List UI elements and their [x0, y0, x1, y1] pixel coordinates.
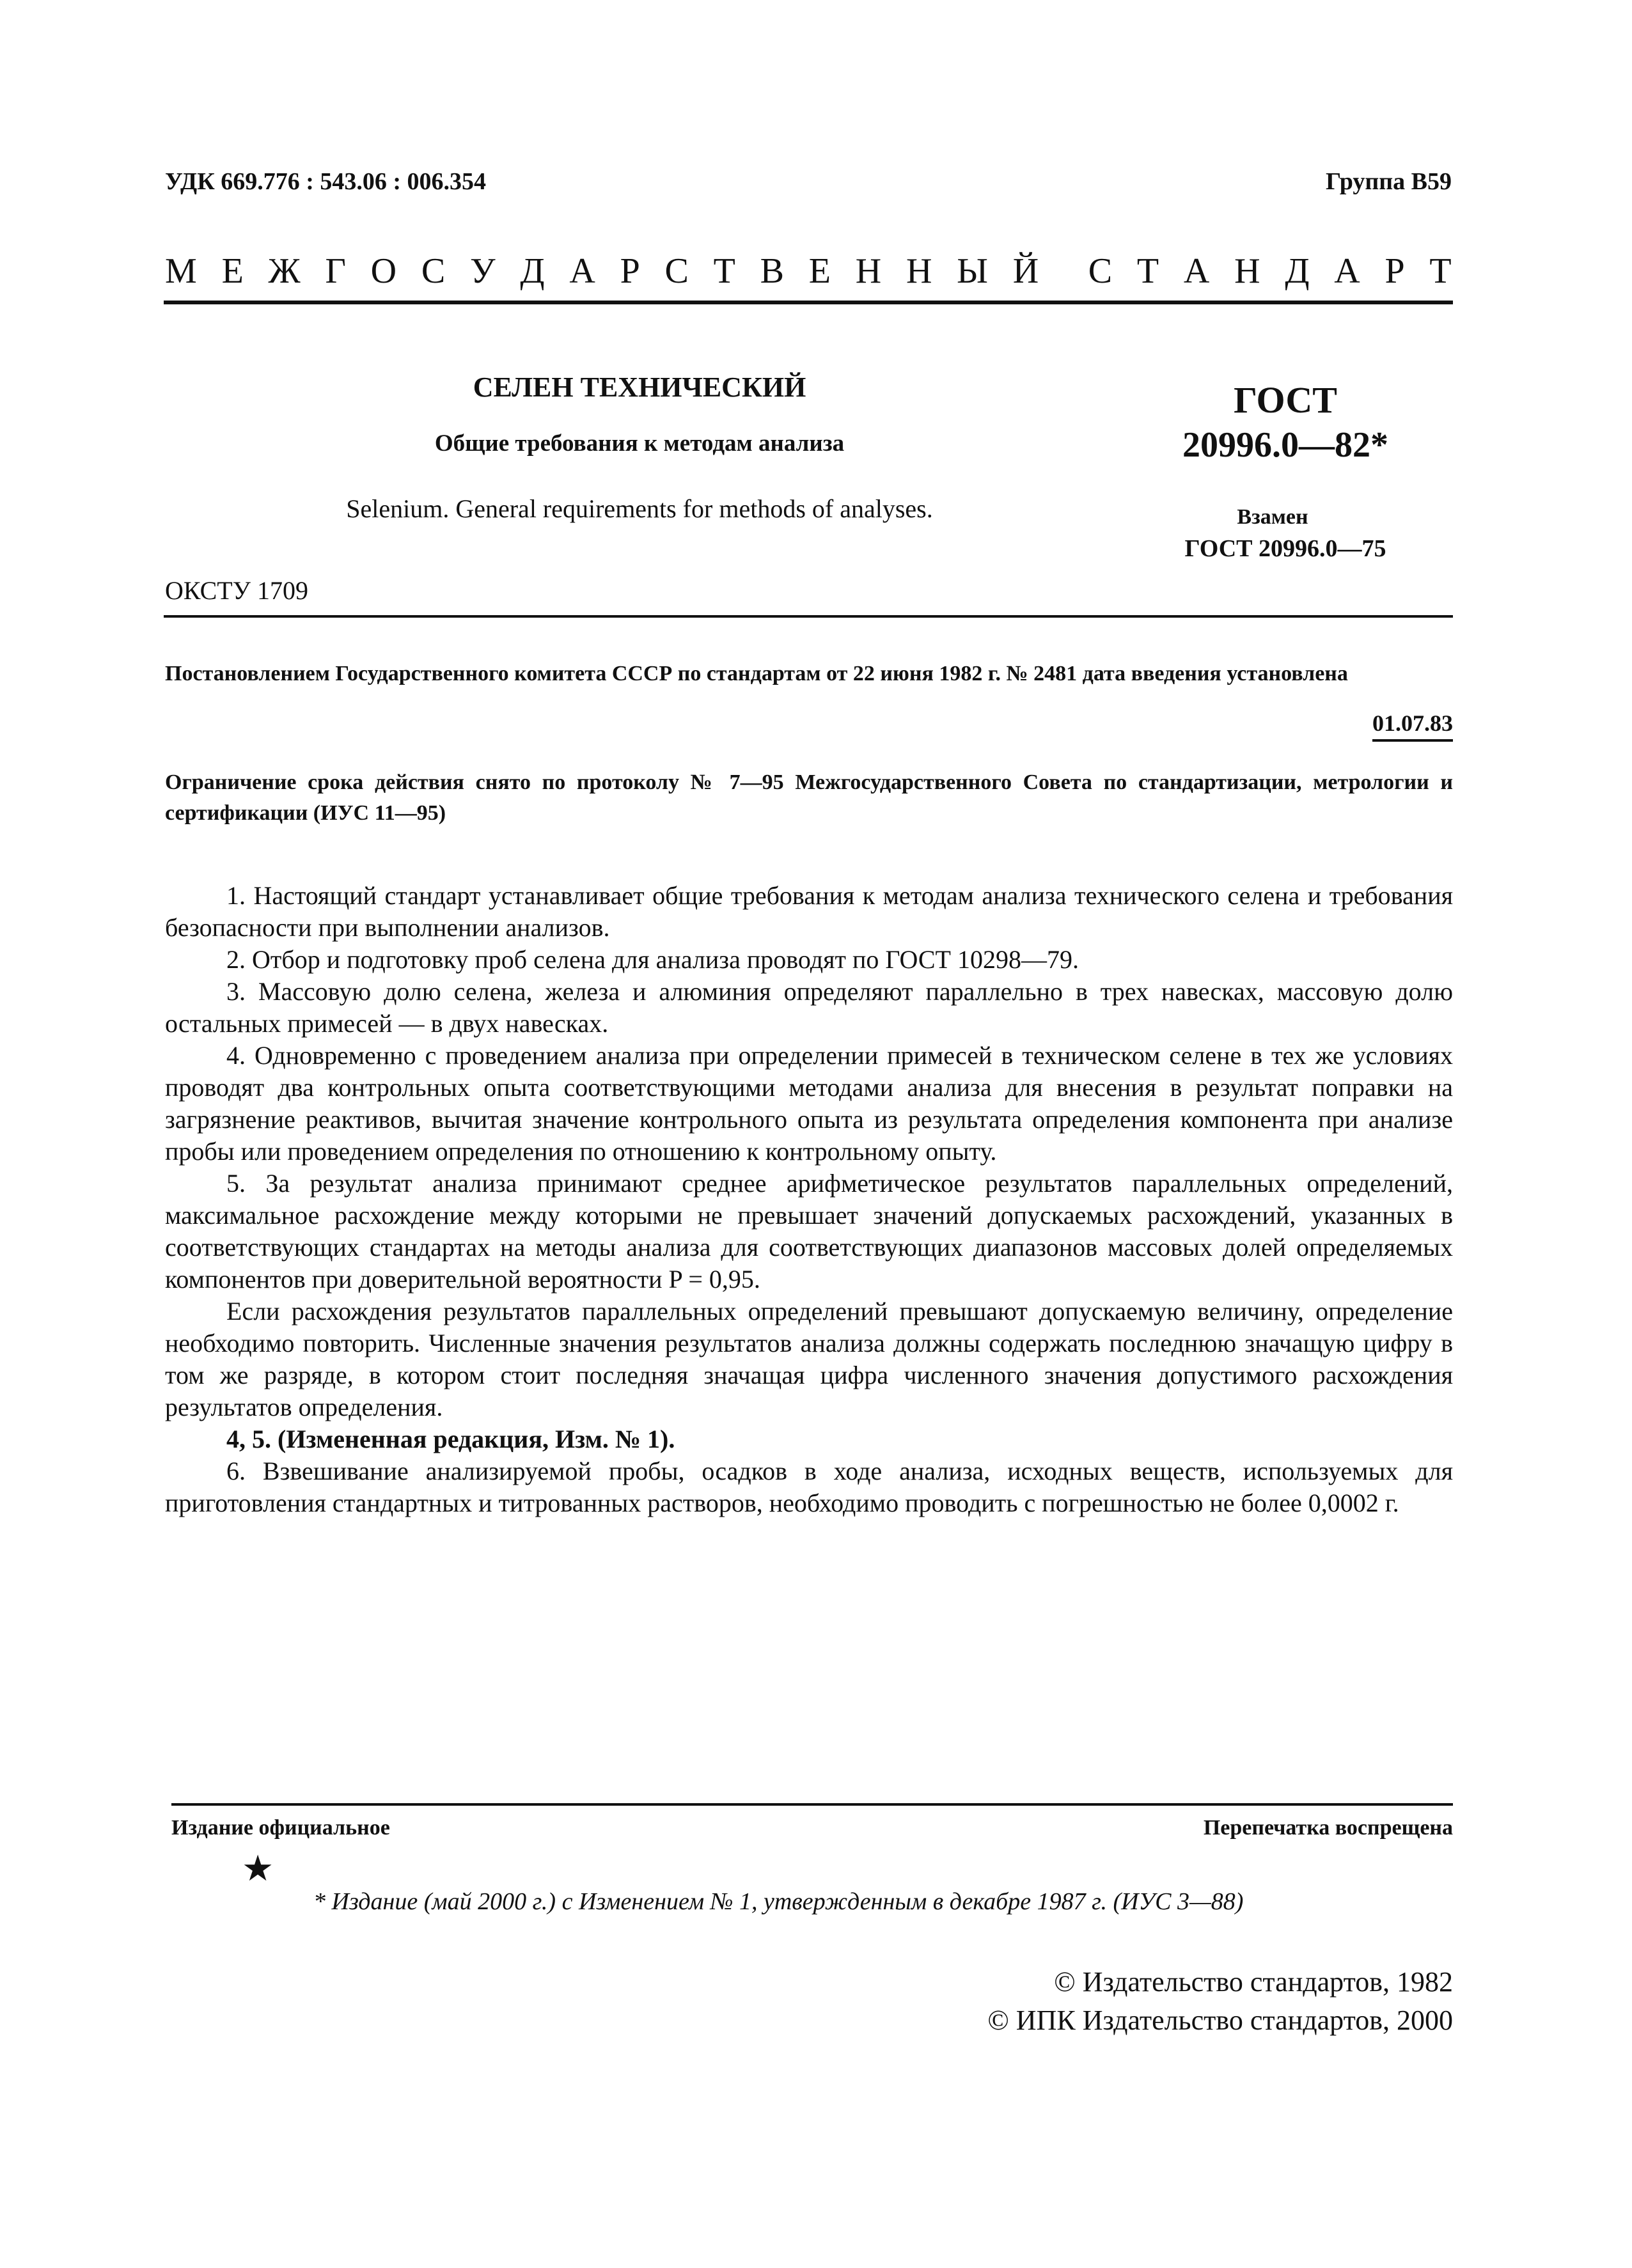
- banner-letter: Е: [221, 251, 244, 291]
- gost-label: ГОСТ: [1234, 379, 1337, 421]
- paragraph: 5. За результат анализа принимают среднее арифметическое результатов параллельных определений, максимальное расхождение между которыми не превышает значений допускаемых расхождений, указанных в соответствующих стандартах на методы анализа для соответствующих диапазонов массовых долей определяемых компонентов при доверительной вероятности P = 0,95.: [165, 1169, 1453, 1294]
- reprint-prohibited-label: Перепечатка воспрещена: [1203, 1816, 1453, 1840]
- footer-divider: [171, 1803, 1453, 1806]
- introduction-date: 01.07.83: [1372, 710, 1453, 742]
- banner-letter: Д: [520, 251, 545, 291]
- decree-text: Постановлением Государственного комитета СССР по стандартам от 22 июня 1982 г. № 2481 дата введения установлена: [165, 662, 1348, 685]
- english-title: Selenium. General requirements for methods of analyses.: [346, 494, 933, 523]
- paragraph: 4. Одновременно с проведением анализа при определении примесей в техническом селене в тех же условиях проводят два контрольных опыта соответствующими методами анализа для внесения в результат поправки на загрязнение реактивов, вычитая значение контрольного опыта из результата определения компонента при анализе пробы или проведением определения по отношению к контрольному опыту.: [165, 1041, 1453, 1166]
- banner-letter: Н: [1234, 251, 1260, 291]
- banner-letter: Н: [855, 251, 882, 291]
- banner-letter: Т: [1136, 251, 1159, 291]
- document-subtitle: Общие требования к методам анализа: [434, 430, 845, 457]
- star-icon: ★: [242, 1849, 274, 1889]
- banner-letter: В: [760, 251, 784, 291]
- banner-letter: Ы: [957, 251, 989, 291]
- limitation-note: Ограничение срока действия снято по протоколу № 7—95 Межгосударственного Совета по стандартизации, метрологии и сертификации (ИУС 11—95): [165, 770, 1453, 825]
- copyright-block: [987, 1963, 1453, 2040]
- banner-letter: С: [421, 251, 446, 291]
- banner-letter: Р: [620, 251, 640, 291]
- interstate-standard-banner: [165, 251, 1452, 292]
- banner-letter: О: [370, 251, 397, 291]
- banner-letter: А: [569, 251, 595, 291]
- banner-letter: Е: [808, 251, 831, 291]
- banner-letter: Н: [906, 251, 932, 291]
- banner-letter: У: [469, 251, 496, 291]
- paragraph: 3. Массовую долю селена, железа и алюминия определяют параллельно в трех навесках, массовую долю остальных примесей — в двух навесках.: [165, 977, 1453, 1038]
- banner-letter: А: [1334, 251, 1360, 291]
- copyright-line: © Издательство стандартов, 1982: [1054, 1966, 1453, 1998]
- official-edition-label: Издание официальное: [171, 1816, 390, 1840]
- banner-letter: А: [1183, 251, 1210, 291]
- banner-letter: С: [664, 251, 689, 291]
- banner-letter: М: [165, 251, 197, 291]
- replaces-label: Взамен: [1237, 505, 1308, 529]
- document-body: [165, 880, 1453, 1519]
- banner-letter: Ж: [268, 251, 301, 291]
- okstu-code: ОКСТУ 1709: [165, 576, 309, 605]
- banner-letter: Р: [1385, 251, 1405, 291]
- header-divider: [164, 301, 1453, 304]
- udk-code: УДК 669.776 : 543.06 : 006.354: [165, 168, 487, 195]
- copyright-line: © ИПК Издательство стандартов, 2000: [987, 2005, 1453, 2036]
- paragraph: 2. Отбор и подготовку проб селена для анализа проводят по ГОСТ 10298—79.: [226, 945, 1079, 974]
- gost-number: 20996.0—82*: [1182, 425, 1388, 465]
- banner-letter: Т: [1429, 251, 1452, 291]
- banner-letter: Г: [325, 251, 346, 291]
- banner-letter: Й: [1012, 251, 1039, 291]
- group-code: Группа В59: [1325, 168, 1452, 195]
- amendment-note: 4, 5. (Измененная редакция, Изм. № 1).: [226, 1425, 675, 1453]
- title-divider: [164, 615, 1453, 618]
- replaced-standard: ГОСТ 20996.0—75: [1184, 535, 1386, 562]
- paragraph: 6. Взвешивание анализируемой пробы, осадков в ходе анализа, исходных веществ, используемых для приготовления стандартных и титрованных растворов, необходимо проводить с погрешностью не более 0,0002 г.: [165, 1457, 1453, 1517]
- banner-letter: С: [1088, 251, 1113, 291]
- banner-letter: Д: [1285, 251, 1310, 291]
- edition-note: * Издание (май 2000 г.) с Изменением № 1, утвержденным в декабре 1987 г. (ИУС 3—88): [313, 1888, 1244, 1915]
- banner-letter: Т: [713, 251, 735, 291]
- document-title: СЕЛЕН ТЕХНИЧЕСКИЙ: [473, 371, 806, 403]
- paragraph: Если расхождения результатов параллельных определений превышают допускаемую величину, определение необходимо повторить. Численные значения результатов анализа должны содержать последнюю значащую цифру в том же разряде, в котором стоит последняя значащая цифра численного значения допустимого расхождения результатов определения.: [165, 1297, 1453, 1421]
- paragraph: 1. Настоящий стандарт устанавливает общие требования к методам анализа технического селена и требования безопасности при выполнении анализов.: [165, 881, 1453, 942]
